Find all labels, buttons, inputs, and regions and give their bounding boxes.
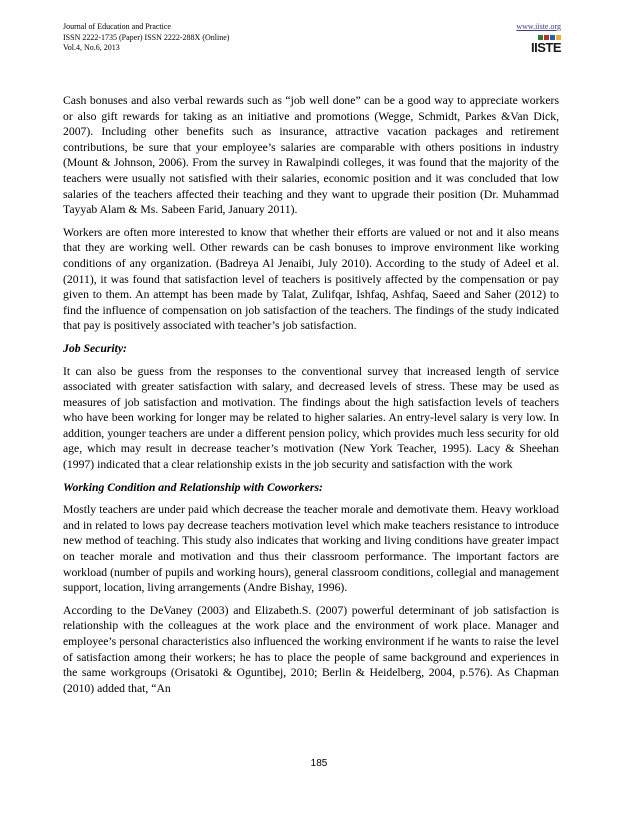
logo-swatch [550,35,555,40]
logo-swatch [544,35,549,40]
heading-working-condition: Working Condition and Relationship with Coworkers: [63,480,323,494]
journal-volume: Vol.4, No.6, 2013 [63,43,120,52]
journal-branding [516,22,561,54]
logo-text: IISTE [530,39,561,55]
logo-swatch [556,35,561,40]
paragraph-compensation: Cash bonuses and also verbal rewards such as “job well done” can be a good way to appreciate workers or also gift rewards for taking as an initiative and promotions (Wegge, Schmidt, Parkes &Van Dick, 2007). Including other benefits such as insurance, attractive vacation packages and retirement contributions, be sure that your employee’s salaries are comparable with others positions in industry (Mount & Johnson, 2006). From the survey in Rawalpindi colleges, it was found that the majority of the teachers were usually not satisfied with their salaries, economic position and it was concluded that low salaries of the teachers affected their teaching and they want to upgrade their position (Dr. Muhammad Tayyab Alam & Ms. Sabeen Farid, January 2011). [63,94,559,217]
journal-issn: ISSN 2222-1735 (Paper) ISSN 2222-288X (Online) [63,32,230,42]
paragraph-job-security: It can also be guess from the responses to the conventional survey that increased length of service associated with greater satisfaction with salary, and decreased levels of stress. These may be used as measures of job satisfaction and motivation. The findings about the high satisfaction levels of teachers who have been working for longer may be related to higher salaries. An entry-level salary is very low. In addition, younger teachers are under a different pension policy, which provides much less security for old age, which may result in decrease teacher’s motivation (New York Teacher, 1995). Lacy & Sheehan (1997) indicated that a clear relationship exists in the job security and satisfaction with the work [63,364,559,472]
logo-color-bar [538,35,561,40]
iiste-logo [516,35,561,54]
page-number: 185 [310,758,328,769]
heading-job-security: Job Security: [63,341,127,355]
website-link[interactable]: www.iiste.org [516,22,561,31]
paragraph-rewards: Workers are often more interested to know that whether their efforts are valued or not and it also means that they are working well. Other rewards can be cash bonuses to improve environment like working conditions of any organization. (Badreya Al Jenaibi, July 2010). According to the study of Adeel et al. (2011), it was found that satisfaction level of teachers is positively affected by the compensation or pay given to them. An attempt has been made by Talat, Zulifqar, Ishfaq, Ashfaq, Saeed and Saher (2012) to find the influence of compensation on job satisfaction of the teachers. The findings of the study indicated that pay is positively associated with teacher’s job satisfaction. [63,225,559,333]
journal-header [63,22,229,54]
paragraph-working-condition: Mostly teachers are under paid which decrease the teacher morale and demotivate them. Heavy workload and in related to lows pay decrease teachers motivation level which make teachers resistance to introduce new method of teaching. This study also indicates that working and living conditions have greater impact on teacher morale and motivation and thus their classroom performance. The important factors are workload (number of pupils and working hours), general classroom conditions, collegial and management support, location, living arrangements (Andre Bishay, 1996). [63,503,559,595]
journal-title: Journal of Education and Practice [63,22,171,31]
article-body [63,93,559,703]
logo-swatch [538,35,543,40]
paragraph-coworkers: According to the DeVaney (2003) and Elizabeth.S. (2007) powerful determinant of job satisfaction is relationship with the colleagues at the work place and the environment of work place. Manager and employee’s personal characteristics also influenced the working environment if he wants to raise the level of satisfaction among their workers; he has to place the people of same background and experiences in the same workgroups (Orisatoki & Oguntibej, 2010; Berlin & Heidelberg, 2004, p.576). As Chapman (2010) added that, “An [63,603,559,695]
